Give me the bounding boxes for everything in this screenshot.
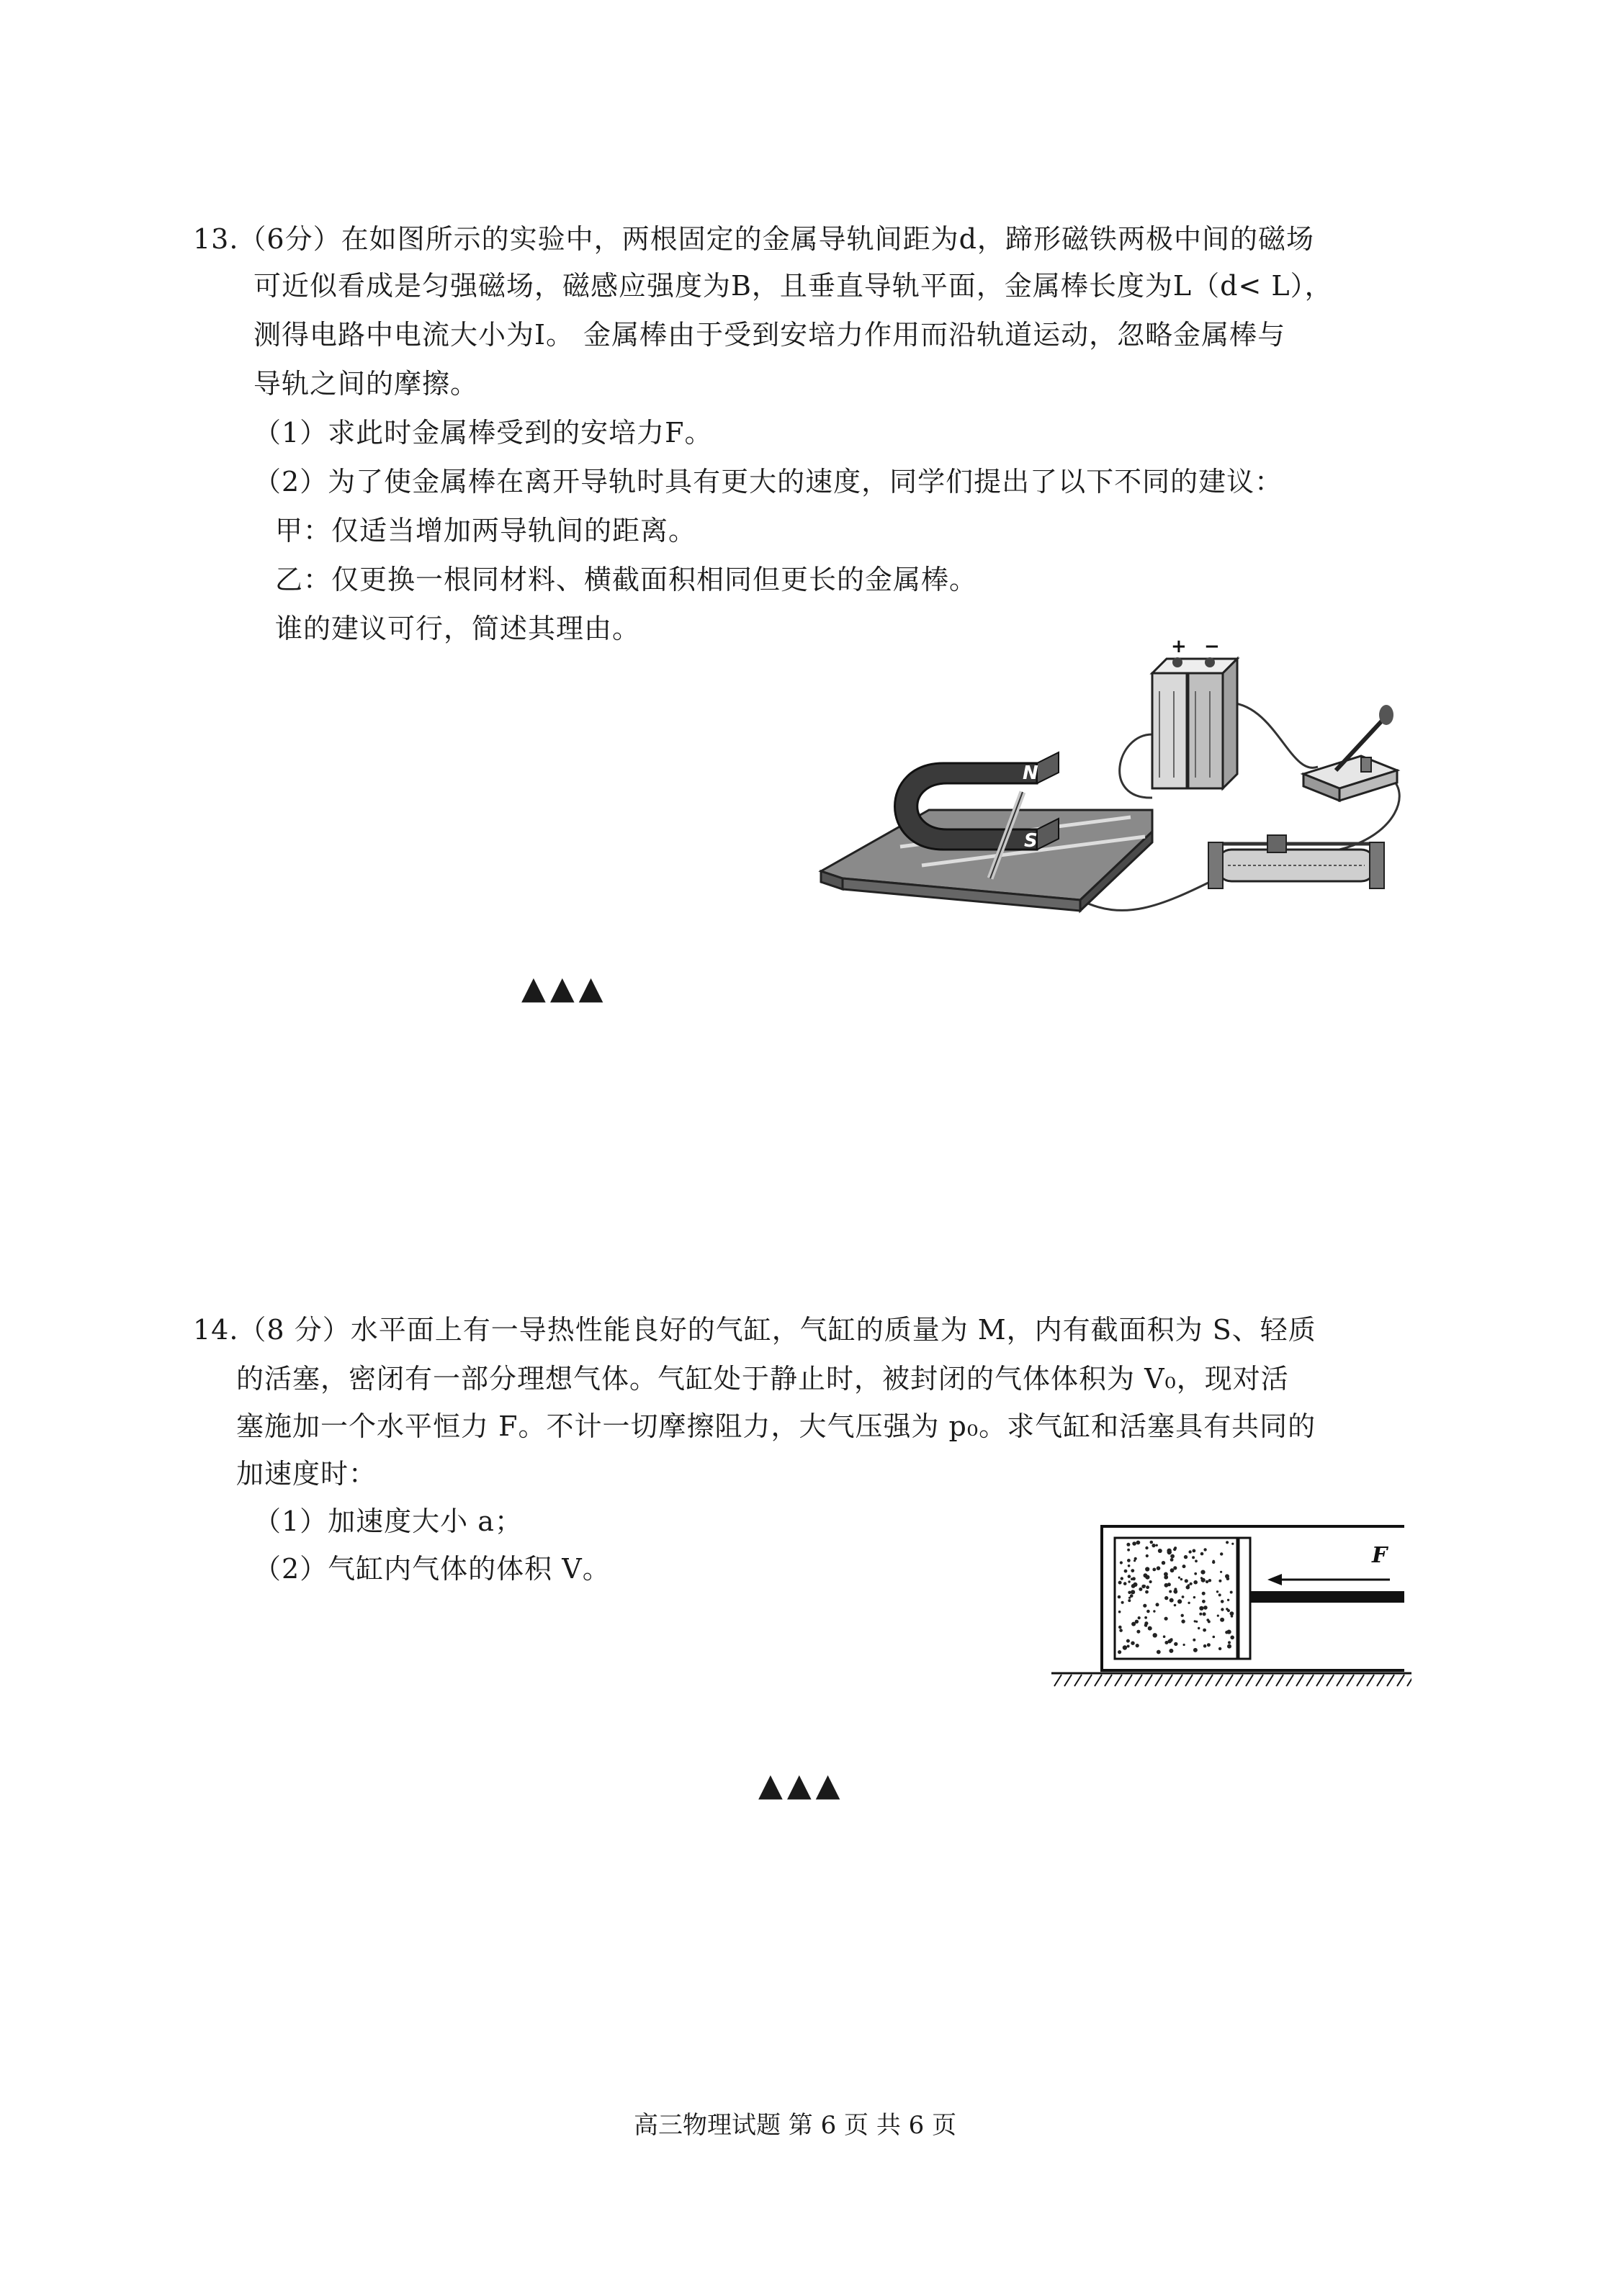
- gas-particle: [1139, 1588, 1142, 1591]
- gas-particle: [1231, 1615, 1234, 1618]
- gas-particle: [1181, 1619, 1185, 1623]
- gas-particle: [1170, 1568, 1175, 1572]
- gas-particle: [1145, 1575, 1149, 1580]
- gas-particle: [1230, 1591, 1233, 1594]
- hatch-mark: [1165, 1675, 1172, 1686]
- gas-particle: [1231, 1543, 1234, 1545]
- gas-particle: [1121, 1601, 1124, 1604]
- pole-s-label: S: [1024, 830, 1038, 852]
- gas-particle: [1131, 1569, 1134, 1572]
- gas-particle: [1216, 1590, 1218, 1593]
- hatch-mark: [1357, 1675, 1364, 1686]
- gas-particle: [1190, 1583, 1193, 1585]
- gas-particle: [1193, 1639, 1195, 1642]
- gas-particle: [1212, 1561, 1215, 1564]
- gas-particle: [1220, 1618, 1224, 1622]
- hatch-mark: [1185, 1675, 1193, 1686]
- gas-particle: [1182, 1565, 1186, 1568]
- hatch-mark: [1074, 1675, 1082, 1686]
- gas-particle: [1128, 1597, 1131, 1599]
- gas-particle: [1118, 1581, 1122, 1585]
- gas-particle: [1199, 1606, 1203, 1611]
- gas-particle: [1169, 1590, 1172, 1593]
- hatch-mark: [1105, 1675, 1112, 1686]
- hatch-mark: [1125, 1675, 1132, 1686]
- hatch-mark: [1256, 1675, 1263, 1686]
- gas-particle: [1177, 1599, 1182, 1603]
- gas-particle: [1145, 1590, 1149, 1594]
- hatch-mark: [1327, 1675, 1334, 1686]
- hatch-mark: [1276, 1675, 1283, 1686]
- gas-particle: [1170, 1638, 1173, 1641]
- gas-particle: [1203, 1629, 1206, 1632]
- q13-line-2: 可近似看成是匀强磁场，磁感应强度为B，且垂直导轨平面，金属棒长度为L（d< L），: [253, 270, 1333, 302]
- gas-particle: [1157, 1566, 1161, 1570]
- gas-particle: [1218, 1647, 1221, 1650]
- q13-option-jia: 甲：仅适当增加两导轨间的距离。: [275, 515, 697, 546]
- gas-particle: [1118, 1611, 1121, 1613]
- q14-line-4: 加速度时：: [236, 1458, 377, 1490]
- q13-option-yi: 乙：仅更换一根同材料、横截面积相同但更长的金属棒。: [275, 564, 978, 595]
- q14-sub-2: （2）气缸内气体的体积 V。: [253, 1553, 611, 1585]
- gas-particle: [1170, 1598, 1174, 1603]
- gas-particle: [1203, 1644, 1207, 1648]
- gas-particle: [1181, 1614, 1184, 1617]
- hatch-mark: [1367, 1675, 1374, 1686]
- gas-particle: [1128, 1580, 1130, 1583]
- gas-particle: [1193, 1648, 1198, 1652]
- gas-particle: [1120, 1561, 1123, 1564]
- gas-particle: [1128, 1575, 1131, 1578]
- rail-base-board: [821, 810, 1152, 911]
- gas-particle: [1123, 1645, 1127, 1649]
- gas-particle: [1143, 1604, 1146, 1608]
- gas-particle: [1183, 1644, 1185, 1646]
- gas-particle: [1225, 1574, 1229, 1578]
- gas-particle: [1228, 1641, 1231, 1644]
- q13-sub-1: （1）求此时金属棒受到的安培力F。: [253, 417, 713, 449]
- gas-particle: [1208, 1579, 1211, 1582]
- gas-particle: [1144, 1585, 1146, 1587]
- gas-particle: [1193, 1596, 1195, 1598]
- gas-particle: [1138, 1616, 1141, 1619]
- hatch-mark: [1095, 1675, 1102, 1686]
- gas-particle: [1194, 1572, 1197, 1575]
- piston: [1239, 1538, 1250, 1659]
- hatch-mark: [1115, 1675, 1122, 1686]
- gas-particle: [1195, 1559, 1198, 1562]
- gas-particle: [1203, 1606, 1208, 1610]
- gas-particle: [1203, 1612, 1206, 1616]
- q14-line-1: 14.（8 分）水平面上有一导热性能良好的气缸，气缸的质量为 M，内有截面积为 S、轻质: [193, 1314, 1316, 1346]
- gas-particle: [1202, 1592, 1206, 1595]
- gas-particle: [1203, 1548, 1206, 1551]
- gas-particle: [1200, 1570, 1205, 1575]
- battery-plus-label: +: [1171, 636, 1187, 657]
- gas-particle: [1134, 1557, 1137, 1560]
- hatch-mark: [1135, 1675, 1142, 1686]
- gas-particle: [1217, 1615, 1219, 1617]
- gas-particle: [1185, 1579, 1188, 1583]
- hatch-mark: [1306, 1675, 1314, 1686]
- gas-particle: [1193, 1549, 1196, 1553]
- hatch-mark: [1195, 1675, 1203, 1686]
- hatch-mark: [1397, 1675, 1404, 1686]
- gas-particle: [1198, 1627, 1200, 1629]
- gas-particle: [1173, 1548, 1176, 1551]
- hatch-mark: [1226, 1675, 1233, 1686]
- gas-particle: [1131, 1642, 1134, 1645]
- hatch-mark: [1216, 1675, 1223, 1686]
- gas-particle: [1227, 1630, 1231, 1634]
- gas-particle: [1118, 1595, 1121, 1599]
- q14-line-3: 塞施加一个水平恒力 F。不计一切摩擦阻力，大气压强为 p₀。求气缸和活塞具有共同的: [236, 1410, 1316, 1442]
- gas-particle: [1118, 1626, 1122, 1629]
- gas-particle: [1156, 1544, 1158, 1547]
- hatch-mark: [1085, 1675, 1092, 1686]
- gas-particle: [1170, 1558, 1174, 1562]
- gas-particle: [1127, 1549, 1130, 1552]
- gas-particle: [1146, 1610, 1150, 1613]
- page-footer: 高三物理试题 第 6 页 共 6 页: [634, 2111, 957, 2140]
- gas-particle: [1163, 1635, 1166, 1638]
- hatch-mark: [1246, 1675, 1253, 1686]
- gas-particle: [1167, 1549, 1171, 1553]
- gas-particle: [1144, 1621, 1148, 1625]
- gas-particle: [1158, 1549, 1162, 1553]
- gas-particle: [1199, 1613, 1202, 1616]
- gas-particle: [1153, 1610, 1155, 1612]
- gas-particle: [1133, 1583, 1137, 1587]
- gas-particle: [1169, 1649, 1173, 1653]
- q13-line-3: 测得电路中电流大小为I。 金属棒由于受到安培力作用而沿轨道运动，忽略金属棒与: [253, 319, 1286, 351]
- gas-particle: [1226, 1608, 1229, 1611]
- pole-n-label: N: [1023, 762, 1038, 784]
- gas-particle: [1144, 1616, 1147, 1619]
- gas-particle: [1124, 1570, 1128, 1573]
- gas-particle: [1192, 1556, 1195, 1559]
- hatch-mark: [1206, 1675, 1213, 1686]
- gas-particle: [1200, 1552, 1204, 1556]
- gas-particle: [1202, 1600, 1206, 1603]
- hatch-mark: [1286, 1675, 1293, 1686]
- gas-particle: [1227, 1599, 1229, 1601]
- q13-line-1: 13.（6分）在如图所示的实验中，两根固定的金属导轨间距为d，蹄形磁铁两极中间的磁场: [193, 223, 1314, 255]
- gas-particle: [1184, 1555, 1188, 1559]
- gas-particle: [1213, 1636, 1216, 1639]
- gas-particle: [1164, 1583, 1169, 1588]
- gas-particle: [1152, 1544, 1155, 1547]
- hatch-mark: [1296, 1675, 1303, 1686]
- gas-particle: [1118, 1650, 1121, 1654]
- gas-particle: [1153, 1633, 1157, 1637]
- battery-icon: [1152, 657, 1237, 788]
- gas-particle: [1221, 1600, 1224, 1603]
- gas-particle: [1193, 1580, 1198, 1585]
- gas-particle: [1207, 1643, 1211, 1647]
- hatch-mark: [1337, 1675, 1344, 1686]
- q13-answer-marker: ▲▲▲: [521, 970, 608, 1007]
- hatch-mark: [1387, 1675, 1394, 1686]
- gas-particle: [1157, 1650, 1161, 1655]
- gas-particle: [1126, 1639, 1130, 1643]
- gas-particle: [1220, 1571, 1222, 1573]
- gas-particle: [1188, 1550, 1191, 1553]
- gas-particle: [1145, 1567, 1149, 1571]
- hatch-mark: [1377, 1675, 1384, 1686]
- hatch-mark: [1054, 1675, 1061, 1686]
- gas-particle: [1174, 1590, 1177, 1594]
- gas-particle: [1164, 1641, 1168, 1644]
- switch-icon: [1303, 705, 1397, 801]
- gas-particle: [1136, 1541, 1141, 1545]
- hatch-mark: [1155, 1675, 1162, 1686]
- battery-minus-label: −: [1204, 636, 1220, 657]
- gas-particle: [1121, 1577, 1123, 1580]
- q13-apparatus-figure: [814, 634, 1404, 965]
- force-arrow-head: [1267, 1574, 1282, 1585]
- gas-particle: [1128, 1591, 1131, 1594]
- gas-particle: [1226, 1541, 1229, 1544]
- gas-particle: [1164, 1596, 1168, 1600]
- piston-rod: [1250, 1591, 1404, 1603]
- gas-particle: [1180, 1578, 1183, 1581]
- gas-particle: [1174, 1604, 1177, 1607]
- gas-particle: [1127, 1645, 1130, 1648]
- gas-particle: [1182, 1595, 1185, 1598]
- gas-particle: [1174, 1642, 1177, 1646]
- gas-particle: [1206, 1619, 1209, 1621]
- gas-particle: [1136, 1644, 1139, 1647]
- hatch-mark: [1175, 1675, 1182, 1686]
- gas-particle: [1127, 1559, 1131, 1562]
- gas-particle: [1200, 1577, 1203, 1579]
- force-label: F: [1372, 1543, 1388, 1568]
- gas-particle: [1123, 1582, 1127, 1585]
- gas-particle: [1132, 1541, 1136, 1546]
- gas-particle: [1194, 1620, 1196, 1622]
- q14-cylinder-figure: [1051, 1519, 1411, 1692]
- gas-particle: [1128, 1599, 1131, 1602]
- gas-particle: [1156, 1603, 1159, 1606]
- gas-particle: [1227, 1644, 1231, 1649]
- q13-sub-2: （2）为了使金属棒在离开导轨时具有更大的速度，同学们提出了以下不同的建议：: [253, 466, 1283, 498]
- q13-line-4: 导轨之间的摩擦。: [253, 368, 479, 400]
- gas-particle: [1131, 1622, 1136, 1626]
- hatch-mark: [1316, 1675, 1324, 1686]
- hatch-mark: [1266, 1675, 1273, 1686]
- gas-particle: [1220, 1552, 1223, 1555]
- gas-particle: [1178, 1577, 1180, 1579]
- q14-line-2: 的活塞，密闭有一部分理想气体。气缸处于静止时，被封闭的气体体积为 V₀，现对活: [236, 1363, 1289, 1395]
- gas-particle: [1164, 1617, 1168, 1621]
- gas-particle: [1119, 1629, 1123, 1632]
- gas-particle: [1218, 1593, 1221, 1596]
- gas-particle: [1170, 1554, 1175, 1559]
- gas-particle: [1162, 1561, 1165, 1565]
- gas-particle: [1126, 1543, 1130, 1547]
- hatch-mark: [1236, 1675, 1243, 1686]
- gas-particle: [1146, 1554, 1149, 1557]
- gas-particle: [1206, 1580, 1208, 1583]
- gas-particle: [1128, 1565, 1131, 1567]
- gas-particle: [1146, 1585, 1149, 1589]
- gas-particle: [1188, 1602, 1190, 1604]
- gas-particle: [1150, 1541, 1154, 1544]
- gas-particle: [1148, 1626, 1152, 1631]
- gas-particle: [1149, 1580, 1152, 1583]
- q13-prompt: 谁的建议可行，简述其理由。: [275, 613, 641, 644]
- hatch-mark: [1145, 1675, 1152, 1686]
- gas-particle: [1188, 1584, 1190, 1586]
- hatch-mark: [1347, 1675, 1354, 1686]
- gas-particle: [1136, 1630, 1140, 1634]
- gas-particle: [1218, 1580, 1221, 1583]
- ground-hatching: [1054, 1675, 1411, 1686]
- q14-sub-1: （1）加速度大小 a；: [253, 1505, 523, 1537]
- q14-answer-marker: ▲▲▲: [758, 1767, 845, 1804]
- gas-particle: [1145, 1547, 1148, 1549]
- wire-battery-to-rail: [1120, 706, 1152, 798]
- gas-particle: [1164, 1575, 1168, 1580]
- gas-particle: [1131, 1590, 1135, 1594]
- gas-particle: [1230, 1636, 1234, 1640]
- rheostat-icon: [1208, 835, 1384, 888]
- gas-region: [1115, 1538, 1237, 1659]
- hatch-mark: [1407, 1675, 1411, 1686]
- gas-particle: [1132, 1577, 1136, 1580]
- hatch-mark: [1064, 1675, 1072, 1686]
- gas-particle: [1152, 1568, 1156, 1572]
- gas-particle: [1221, 1608, 1224, 1611]
